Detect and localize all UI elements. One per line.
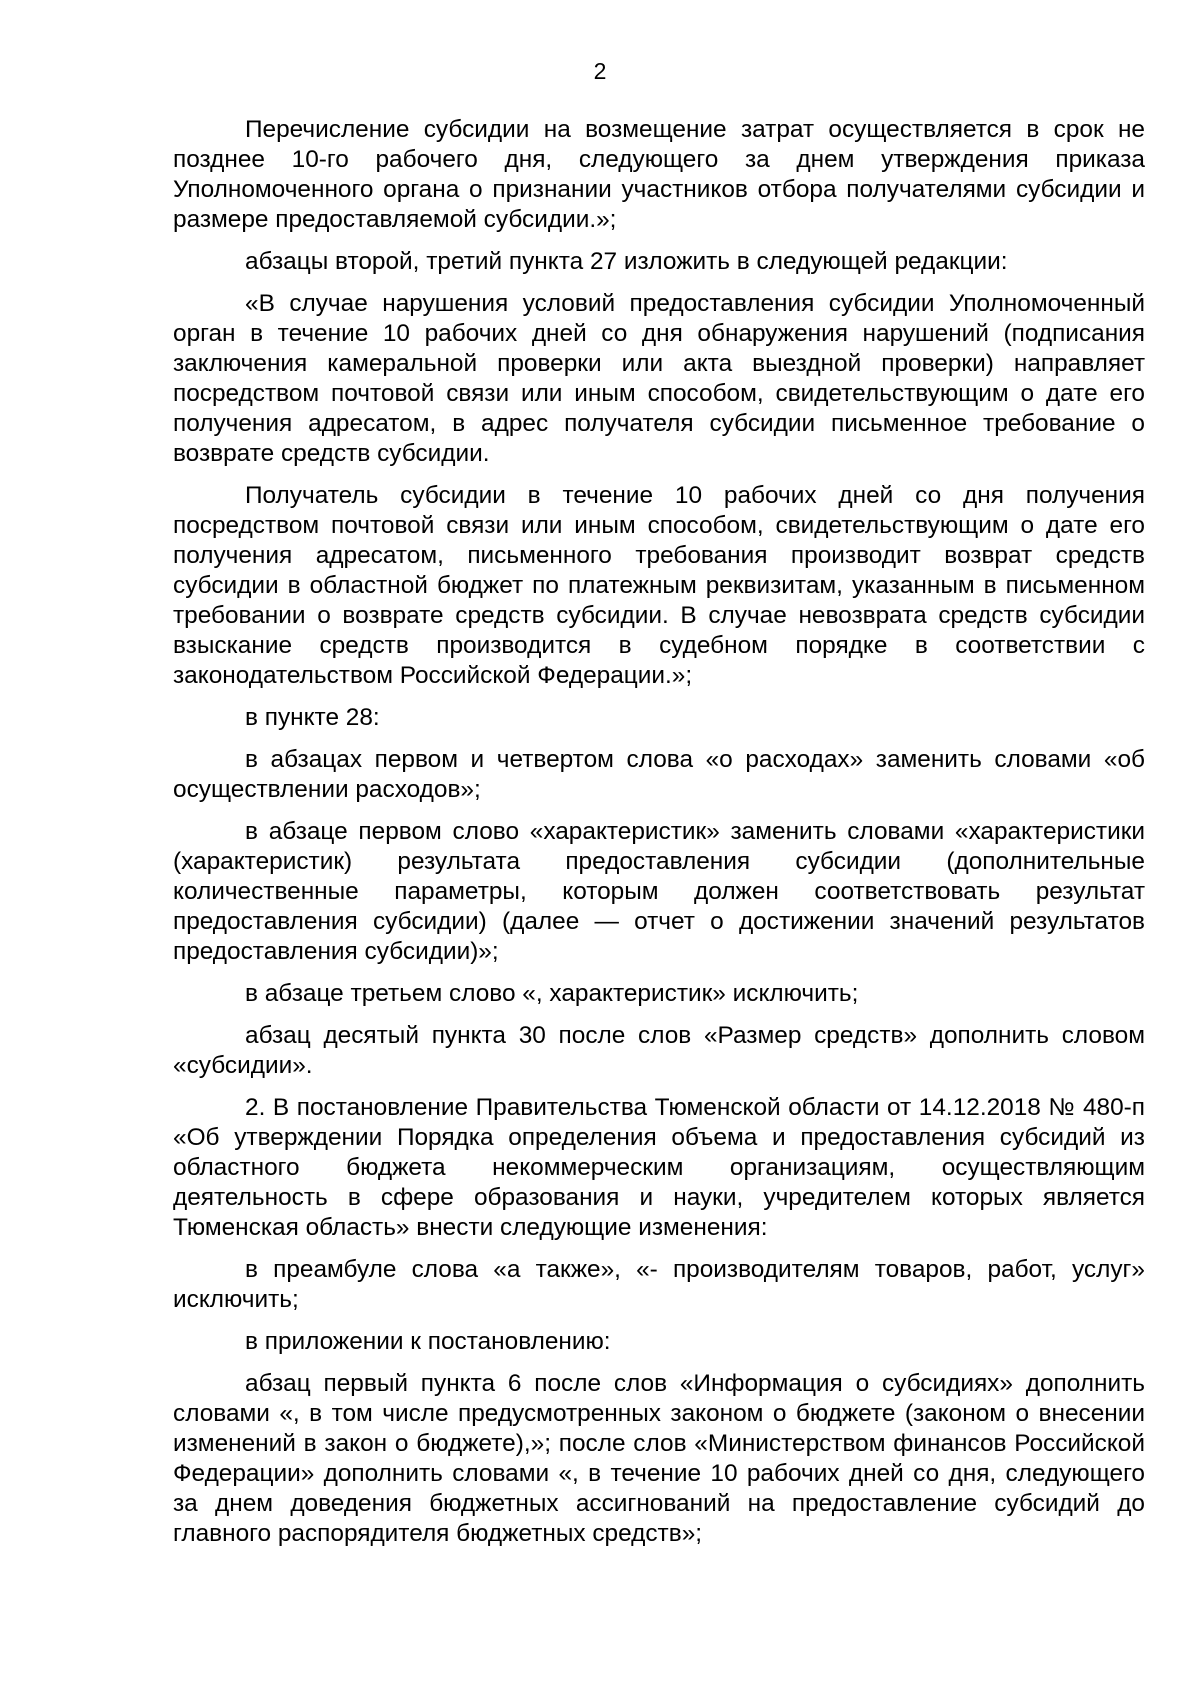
paragraph-appendix-intro: в приложении к постановлению: xyxy=(245,1328,611,1355)
page-number: 2 xyxy=(593,58,607,84)
paragraph-resolution-480p: 2. В постановление Правительства Тюменской области от 14.12.2018 № 480-п «Об утверждении Порядка определения объема и предоставления субсидий из областного бюджета некоммерческим организациям, осуществляющим деятельность в сфере образования и науки, учредителем которых является Тюменская область» внести следующие изменения: xyxy=(173,1094,1145,1241)
paragraph-violation-notice: «В случае нарушения условий предоставления субсидии Уполномоченный орган в течение 10 рабочих дней со дня обнаружения нарушений (подписания заключения камеральной проверки или акта выездной проверки) направляет посредством почтовой связи или иным способом, свидетельствующим о дате его получения адресатом, в адрес получателя субсидии письменное требование о возврате средств субсидии. xyxy=(173,290,1145,467)
paragraph-preamble-amendment: в преамбуле слова «а также», «- производителям товаров, работ, услуг» исключить; xyxy=(173,1256,1145,1313)
document-body xyxy=(173,115,1145,1561)
paragraph-characteristics-wording: в абзаце первом слово «характеристик» заменить словами «характеристики (характеристик) результата предоставления субсидии (дополнительные количественные параметры, которым должен соответствовать результат предоставления субсидии) (далее — отчет о достижении значений результатов предоставления субсидии)»; xyxy=(173,818,1145,965)
paragraph-item-28-intro: в пункте 28: xyxy=(245,704,380,731)
paragraph-item-27-intro: абзацы второй, третий пункта 27 изложить в следующей редакции: xyxy=(245,248,1008,275)
paragraph-subsidy-transfer-deadline: Перечисление субсидии на возмещение затрат осуществляется в срок не позднее 10-го рабочего дня, следующего за днем утверждения приказа Уполномоченного органа о признании участников отбора получателями субсидии и размере предоставляемой субсидии.»; xyxy=(173,116,1145,233)
paragraph-item-30-amendment: абзац десятый пункта 30 после слов «Размер средств» дополнить словом «субсидии». xyxy=(173,1022,1145,1079)
paragraph-expenses-wording: в абзацах первом и четвертом слова «о расходах» заменить словами «об осуществлении расходов»; xyxy=(173,746,1145,803)
paragraph-subsidy-refund: Получатель субсидии в течение 10 рабочих дней со дня получения посредством почтовой связи или иным способом, свидетельствующим о дате его получения адресатом, письменного требования производит возврат средств субсидии в областной бюджет по платежным реквизитам, указанным в письменном требовании о возврате средств субсидии. В случае невозврата средств субсидии взыскание средств производится в судебном порядке в соответствии с законодательством Российской Федерации.»; xyxy=(173,482,1145,689)
paragraph-third-subparagraph: в абзаце третьем слово «, характеристик» исключить; xyxy=(245,980,859,1007)
paragraph-item-6-amendment: абзац первый пункта 6 после слов «Информация о субсидиях» дополнить словами «, в том числе предусмотренных законом о бюджете (законом о внесении изменений в закон о бюджете),»; после слов «Министерством финансов Российской Федерации» дополнить словами «, в течение 10 рабочих дней со дня, следующего за днем доведения бюджетных ассигнований на предоставление субсидий до главного распорядителя бюджетных средств»; xyxy=(173,1370,1145,1547)
